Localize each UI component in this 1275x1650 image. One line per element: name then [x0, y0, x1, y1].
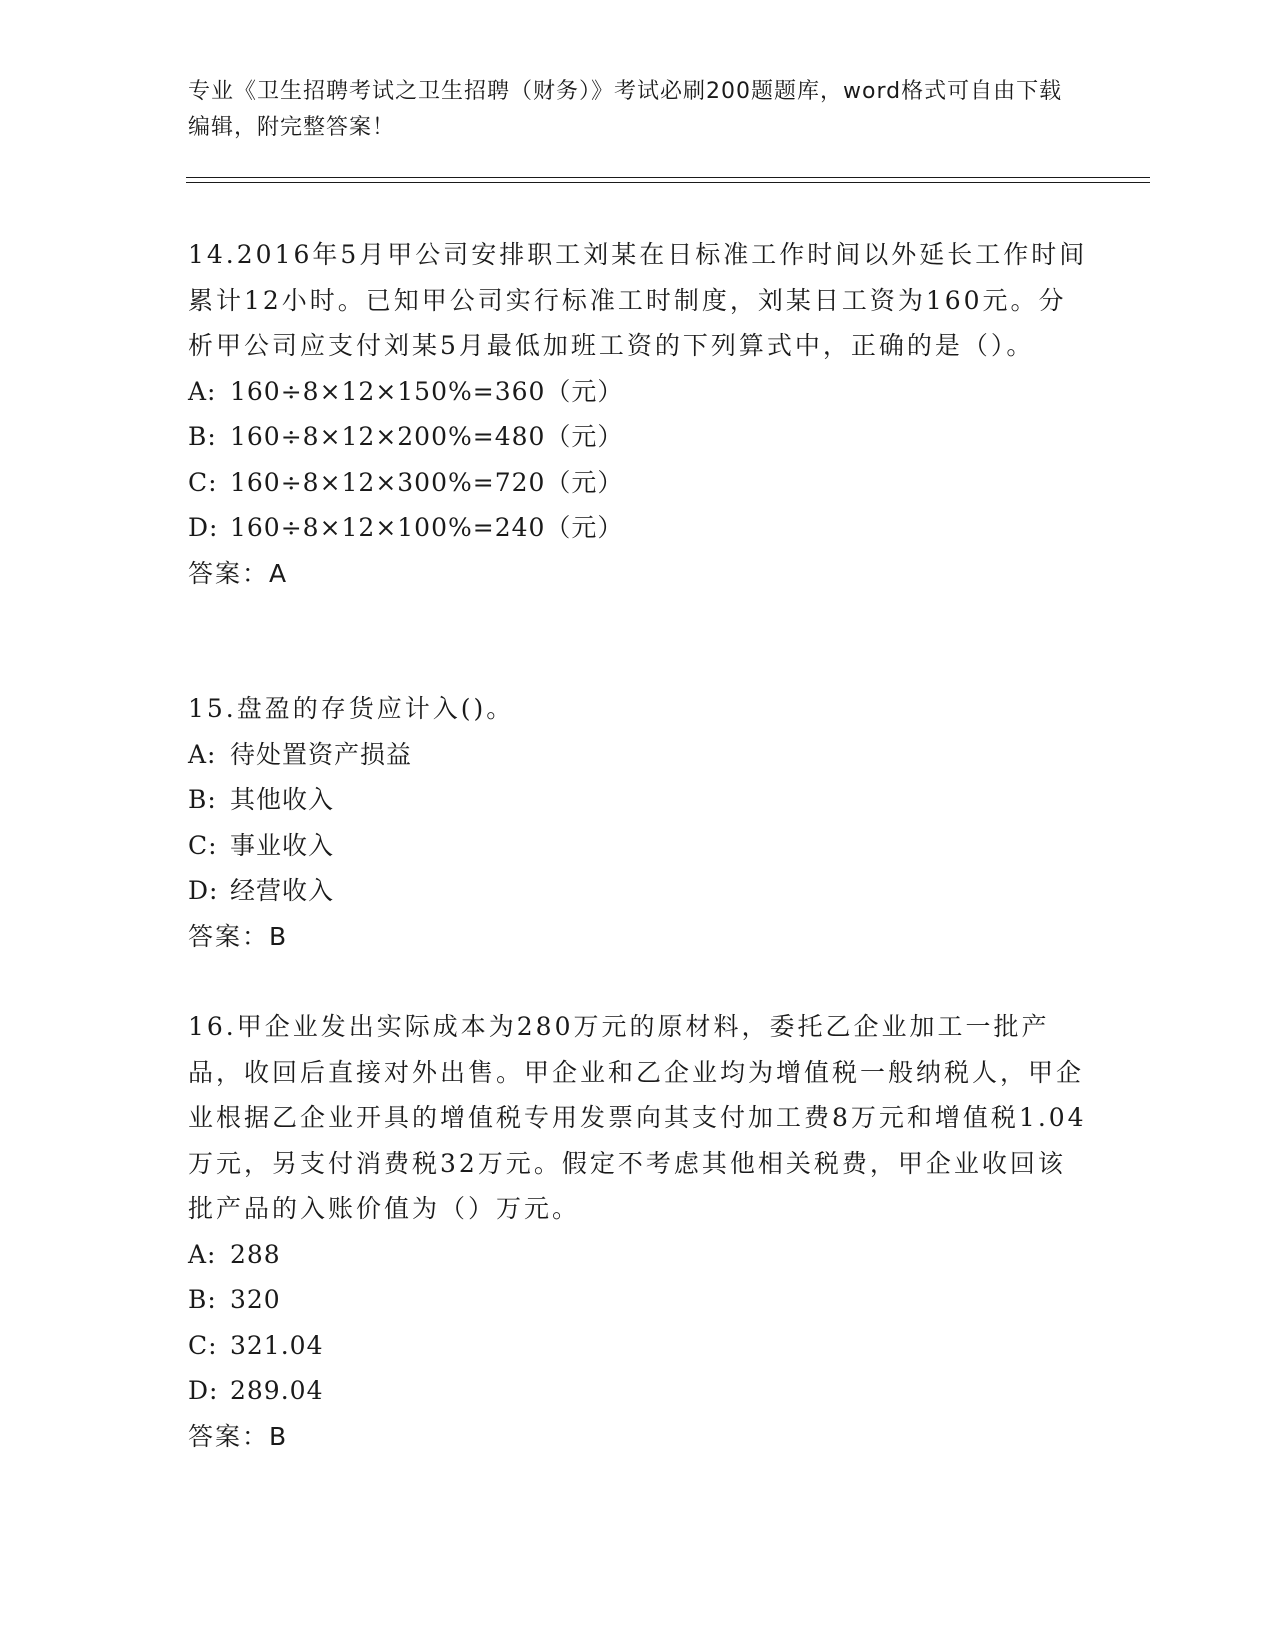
option-text: 其他收入: [230, 785, 335, 814]
document-header: 专业《卫生招聘考试之卫生招聘（财务）》考试必刷200题题库，word格式可自由下载编辑，附完整答案！: [188, 79, 1063, 140]
option-key: C:: [188, 830, 218, 860]
option-text: 288: [230, 1239, 281, 1269]
option-a: [188, 732, 1088, 778]
option-text: 160÷8×12×300%=720（元）: [230, 467, 624, 497]
option-key: D:: [188, 513, 219, 542]
option-text: 待处置资产损益: [230, 739, 413, 769]
option-text: 事业收入: [230, 830, 335, 860]
option-c: [188, 460, 1088, 506]
option-key: A:: [188, 739, 217, 769]
option-text: 160÷8×12×150%=360（元）: [230, 376, 624, 406]
option-key: A:: [188, 376, 217, 406]
option-b: [188, 414, 1088, 460]
option-text: 321.04: [230, 1330, 324, 1360]
option-text: 160÷8×12×200%=480（元）: [230, 422, 624, 451]
option-key: B:: [188, 422, 217, 451]
option-c: [188, 1323, 1088, 1369]
option-c: [188, 823, 1088, 869]
option-d: [188, 505, 1088, 551]
question-15: [188, 686, 1088, 959]
option-key: B:: [188, 1285, 217, 1314]
option-key: A:: [188, 1239, 217, 1269]
option-key: C:: [188, 1330, 218, 1360]
option-key: B:: [188, 785, 217, 814]
option-d: [188, 1368, 1088, 1414]
option-b: [188, 1277, 1088, 1323]
option-text: 289.04: [230, 1376, 324, 1405]
option-text: 320: [230, 1285, 281, 1314]
answer: 答案：B: [188, 1421, 289, 1451]
question-stem: 14.2016年5月甲公司安排职工刘某在日标准工作时间以外延长工作时间累计12小时。已知甲公司实行标准工时制度，刘某日工资为160元。分析甲公司应支付刘某5月最低加班工资的下列算式中，正确的是（）。: [188, 240, 1088, 360]
header-divider-top: [186, 177, 1150, 178]
question-stem: 15.盘盈的存货应计入()。: [188, 694, 515, 723]
option-text: 160÷8×12×100%=240（元）: [230, 513, 624, 542]
option-a: [188, 1232, 1088, 1278]
option-key: C:: [188, 467, 218, 497]
option-a: [188, 369, 1088, 415]
header-divider-bottom: [186, 182, 1150, 183]
question-14: [188, 232, 1088, 596]
option-key: D:: [188, 876, 219, 905]
option-b: [188, 777, 1088, 823]
option-text: 经营收入: [230, 876, 335, 905]
answer: 答案：A: [188, 558, 289, 588]
answer: 答案：B: [188, 921, 289, 951]
question-16: [188, 1004, 1088, 1459]
option-d: [188, 868, 1088, 914]
option-key: D:: [188, 1376, 219, 1405]
question-stem: 16.甲企业发出实际成本为280万元的原材料，委托乙企业加工一批产品，收回后直接对外出售。甲企业和乙企业均为增值税一般纳税人，甲企业根据乙企业开具的增值税专用发票向其支付加工费8万元和增值税1.04万元，另支付消费税32万元。假定不考虑其他相关税费，甲企业收回该批产品的入账价值为（）万元。: [188, 1012, 1087, 1223]
